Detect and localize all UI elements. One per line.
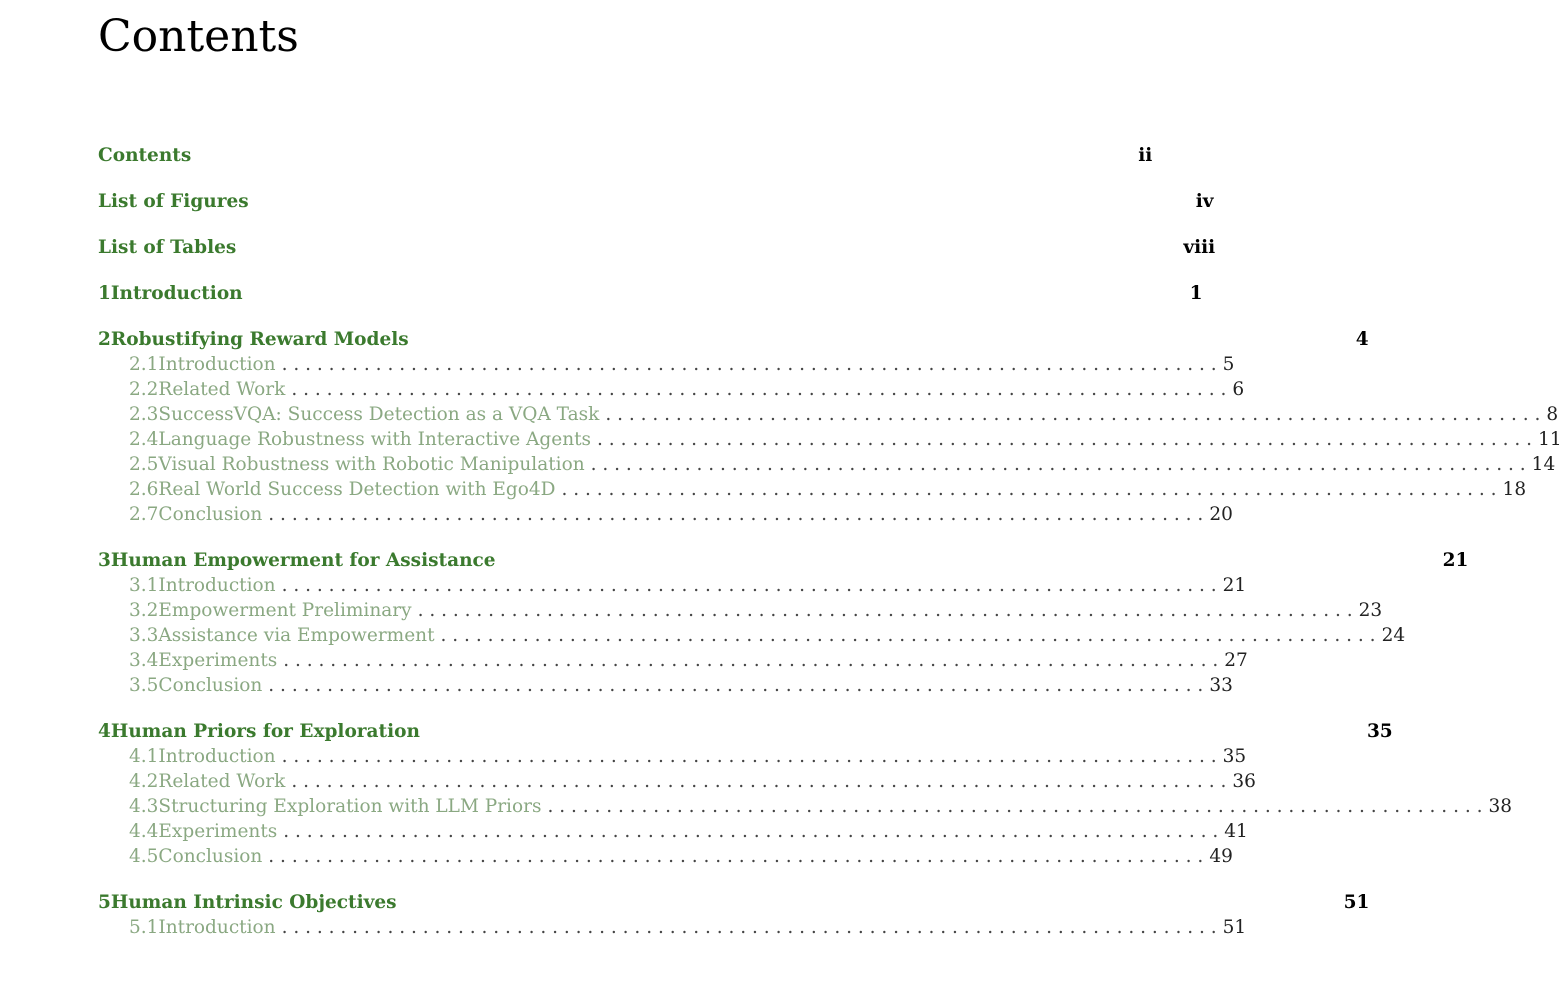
toc-page-number: 8 bbox=[1546, 404, 1559, 425]
toc-section-entry[interactable] bbox=[98, 354, 1235, 379]
toc-entry-number: 3.5 bbox=[129, 675, 159, 696]
toc-section-entry[interactable] bbox=[98, 650, 1248, 675]
toc-leader-dots: . . . . . . . . . . . . . . . . . . . . . . . . . . . . . . . . . . . . . . . . . . . . . . . . . . . . . . . . . . . . . . . . . . . . . . . . . . . . . . . . bbox=[291, 379, 1227, 400]
toc-entry-link[interactable]: Introduction bbox=[158, 746, 276, 767]
toc-entry-link[interactable]: List of Tables bbox=[98, 237, 237, 258]
toc-leader-dots: . . . . . . . . . . . . . . . . . . . . . . . . . . . . . . . . . . . . . . . . . . . . . . . . . . . . . . . . . . . . . . . . . . . . . . . . . . . . . . . . bbox=[281, 917, 1217, 938]
toc-entry-link[interactable]: Contents bbox=[98, 145, 192, 166]
toc-entry-link[interactable]: Introduction bbox=[158, 917, 276, 938]
toc-page-number: 51 bbox=[1343, 892, 1370, 913]
toc-leader-dots: . . . . . . . . . . . . . . . . . . . . . . . . . . . . . . . . . . . . . . . . . . . . . . . . . . . . . . . . . . . . . . . . . . . . . . . . . . . . . . . . bbox=[605, 404, 1541, 425]
toc-page-number: 38 bbox=[1488, 796, 1513, 817]
toc-entry-link[interactable]: Empowerment Preliminary bbox=[158, 600, 412, 621]
toc-entry-number: 2.5 bbox=[129, 454, 159, 475]
toc-entry-number: 2.4 bbox=[129, 429, 159, 450]
toc-leader-dots: . . . . . . . . . . . . . . . . . . . . . . . . . . . . . . . . . . . . . . . . . . . . . . . . . . . . . . . . . . . . . . . . . . . . . . . . . . . . . . . . bbox=[547, 796, 1483, 817]
toc-section-entry[interactable] bbox=[98, 575, 1247, 600]
toc-page-number: 18 bbox=[1502, 479, 1527, 500]
toc-entry-number: 4 bbox=[98, 721, 111, 742]
toc-page-number: 33 bbox=[1209, 675, 1233, 696]
toc-section-entry[interactable] bbox=[98, 821, 1248, 846]
toc-entry-link[interactable]: SuccessVQA: Success Detection as a VQA Task bbox=[158, 404, 600, 425]
toc-chapter-entry[interactable] bbox=[98, 283, 1203, 308]
toc-section-entry[interactable] bbox=[98, 379, 1245, 404]
toc-leader-dots: . . . . . . . . . . . . . . . . . . . . . . . . . . . . . . . . . . . . . . . . . . . . . . . . . . . . . . . . . . . . . . . . . . . . . . . . . . . . . . . . bbox=[597, 429, 1533, 450]
toc-page-number: 23 bbox=[1358, 600, 1383, 621]
page-title: Contents bbox=[98, 11, 299, 62]
toc-page-number: 5 bbox=[1222, 354, 1235, 375]
toc-leader-dots: . . . . . . . . . . . . . . . . . . . . . . . . . . . . . . . . . . . . . . . . . . . . . . . . . . . . . . . . . . . . . . . . . . . . . . . . . . . . . . . . bbox=[283, 650, 1219, 671]
toc-page-number: 21 bbox=[1222, 575, 1247, 596]
toc-spacer bbox=[98, 262, 918, 283]
toc-page-number: 14 bbox=[1531, 454, 1556, 475]
toc-entry-number: 2.6 bbox=[129, 479, 159, 500]
toc-chapter-entry[interactable] bbox=[98, 145, 1153, 170]
toc-leader-dots: . . . . . . . . . . . . . . . . . . . . . . . . . . . . . . . . . . . . . . . . . . . . . . . . . . . . . . . . . . . . . . . . . . . . . . . . . . . . . . . . bbox=[291, 771, 1227, 792]
toc-page-number: 35 bbox=[1222, 746, 1247, 767]
toc-entry-number: 2 bbox=[98, 329, 111, 350]
toc-spacer bbox=[98, 871, 918, 892]
toc-entry-number: 4.5 bbox=[129, 846, 159, 867]
toc-section-entry[interactable] bbox=[98, 746, 1247, 771]
toc-entry-number: 3.2 bbox=[129, 600, 159, 621]
toc-section-entry[interactable] bbox=[98, 625, 1406, 650]
toc-page-number: 41 bbox=[1224, 821, 1248, 842]
toc-chapter-entry[interactable] bbox=[98, 721, 1393, 746]
toc-spacer bbox=[98, 529, 918, 550]
toc-chapter-entry[interactable] bbox=[98, 329, 1369, 354]
toc-page-number: 20 bbox=[1209, 504, 1233, 525]
toc-page-number: 6 bbox=[1232, 379, 1245, 400]
toc-leader-dots: . . . . . . . . . . . . . . . . . . . . . . . . . . . . . . . . . . . . . . . . . . . . . . . . . . . . . . . . . . . . . . . . . . . . . . . . . . . . . . . . bbox=[590, 454, 1526, 475]
toc-leader-dots: . . . . . . . . . . . . . . . . . . . . . . . . . . . . . . . . . . . . . . . . . . . . . . . . . . . . . . . . . . . . . . . . . . . . . . . . . . . . . . . . bbox=[440, 625, 1376, 646]
toc-section-entry[interactable] bbox=[98, 675, 1233, 700]
toc-entry-number: 2.2 bbox=[129, 379, 159, 400]
toc-page-number: 24 bbox=[1381, 625, 1406, 646]
toc-section-entry[interactable] bbox=[98, 429, 1562, 454]
toc-entry-number: 5 bbox=[98, 892, 111, 913]
toc-page-number: 49 bbox=[1209, 846, 1233, 867]
toc-section-entry[interactable] bbox=[98, 917, 1247, 942]
toc-section-entry[interactable] bbox=[98, 796, 1513, 821]
toc-leader-dots: . . . . . . . . . . . . . . . . . . . . . . . . . . . . . . . . . . . . . . . . . . . . . . . . . . . . . . . . . . . . . . . . . . . . . . . . . . . . . . . . bbox=[417, 600, 1353, 621]
toc-entry-number: 5.1 bbox=[129, 917, 159, 938]
toc-entry-number: 2.1 bbox=[129, 354, 159, 375]
toc-spacer bbox=[98, 700, 918, 721]
toc-leader-dots: . . . . . . . . . . . . . . . . . . . . . . . . . . . . . . . . . . . . . . . . . . . . . . . . . . . . . . . . . . . . . . . . . . . . . . . . . . . . . . . . bbox=[268, 846, 1204, 867]
toc-entry-link[interactable]: Experiments bbox=[158, 650, 278, 671]
toc-page-number: 27 bbox=[1224, 650, 1248, 671]
toc-chapter-entry[interactable] bbox=[98, 191, 1214, 216]
toc-chapter-entry[interactable] bbox=[98, 237, 1216, 262]
toc-section-entry[interactable] bbox=[98, 479, 1527, 504]
toc-page-number: viii bbox=[1183, 237, 1216, 258]
toc-leader-dots: . . . . . . . . . . . . . . . . . . . . . . . . . . . . . . . . . . . . . . . . . . . . . . . . . . . . . . . . . . . . . . . . . . . . . . . . . . . . . . . . bbox=[268, 504, 1204, 525]
toc-entry-link[interactable]: Human Intrinsic Objectives bbox=[110, 892, 397, 913]
toc-leader-dots: . . . . . . . . . . . . . . . . . . . . . . . . . . . . . . . . . . . . . . . . . . . . . . . . . . . . . . . . . . . . . . . . . . . . . . . . . . . . . . . . bbox=[281, 575, 1217, 596]
toc-page-number: iv bbox=[1195, 191, 1214, 212]
toc-entry-number: 1 bbox=[98, 283, 111, 304]
toc-entry-number: 4.3 bbox=[129, 796, 159, 817]
toc-entry-link[interactable]: Language Robustness with Interactive Agents bbox=[158, 429, 592, 450]
toc-leader-dots: . . . . . . . . . . . . . . . . . . . . . . . . . . . . . . . . . . . . . . . . . . . . . . . . . . . . . . . . . . . . . . . . . . . . . . . . . . . . . . . . bbox=[283, 821, 1219, 842]
toc-entry-link[interactable]: Introduction bbox=[110, 283, 243, 304]
toc-entry-number: 3.3 bbox=[129, 625, 159, 646]
toc-leader-dots: . . . . . . . . . . . . . . . . . . . . . . . . . . . . . . . . . . . . . . . . . . . . . . . . . . . . . . . . . . . . . . . . . . . . . . . . . . . . . . . . bbox=[268, 675, 1204, 696]
toc-entry-link[interactable]: Conclusion bbox=[158, 504, 263, 525]
toc-section-entry[interactable] bbox=[98, 504, 1233, 529]
toc-entry-number: 4.1 bbox=[129, 746, 159, 767]
toc-page-number: ii bbox=[1138, 145, 1153, 166]
toc-entry-number: 2.3 bbox=[129, 404, 159, 425]
toc-entry-link[interactable]: Robustifying Reward Models bbox=[110, 329, 409, 350]
toc-entry-number: 3.1 bbox=[129, 575, 159, 596]
toc-page-number: 1 bbox=[1189, 283, 1203, 304]
toc-leader-dots: . . . . . . . . . . . . . . . . . . . . . . . . . . . . . . . . . . . . . . . . . . . . . . . . . . . . . . . . . . . . . . . . . . . . . . . . . . . . . . . . bbox=[281, 354, 1217, 375]
toc-entry-link[interactable]: Introduction bbox=[158, 354, 276, 375]
toc-entry-link[interactable]: Assistance via Empowerment bbox=[158, 625, 435, 646]
toc-entry-number: 4.2 bbox=[129, 771, 159, 792]
toc-entry-link[interactable]: Conclusion bbox=[158, 675, 263, 696]
toc-leader-dots: . . . . . . . . . . . . . . . . . . . . . . . . . . . . . . . . . . . . . . . . . . . . . . . . . . . . . . . . . . . . . . . . . . . . . . . . . . . . . . . . bbox=[281, 746, 1217, 767]
toc-chapter-entry[interactable] bbox=[98, 892, 1370, 917]
toc-entry-number: 4.4 bbox=[129, 821, 159, 842]
toc-page-number: 21 bbox=[1442, 550, 1469, 571]
toc-entry-link[interactable]: Structuring Exploration with LLM Priors bbox=[158, 796, 542, 817]
toc-entry-link[interactable]: Experiments bbox=[158, 821, 278, 842]
toc-entry-link[interactable]: List of Figures bbox=[98, 191, 249, 212]
toc-entry-link[interactable]: Human Empowerment for Assistance bbox=[110, 550, 496, 571]
toc-entry-link[interactable]: Human Priors for Exploration bbox=[110, 721, 420, 742]
toc-page-number: 36 bbox=[1232, 771, 1256, 792]
toc-chapter-entry[interactable] bbox=[98, 550, 1469, 575]
toc-page-number: 4 bbox=[1355, 329, 1369, 350]
toc-entry-number: 2.7 bbox=[129, 504, 159, 525]
toc-section-entry[interactable] bbox=[98, 404, 1559, 429]
toc-spacer bbox=[98, 308, 918, 329]
toc-section-entry[interactable] bbox=[98, 454, 1556, 479]
table-of-contents bbox=[98, 145, 1562, 942]
toc-section-entry[interactable] bbox=[98, 771, 1256, 796]
toc-page-number: 51 bbox=[1222, 917, 1247, 938]
toc-entry-link[interactable]: Related Work bbox=[158, 379, 286, 400]
toc-spacer bbox=[98, 170, 918, 191]
toc-entry-link[interactable]: Real World Success Detection with Ego4D bbox=[158, 479, 556, 500]
toc-page-number: 35 bbox=[1366, 721, 1393, 742]
toc-section-entry[interactable] bbox=[98, 846, 1233, 871]
toc-entry-link[interactable]: Conclusion bbox=[158, 846, 263, 867]
toc-leader-dots: . . . . . . . . . . . . . . . . . . . . . . . . . . . . . . . . . . . . . . . . . . . . . . . . . . . . . . . . . . . . . . . . . . . . . . . . . . . . . . . . bbox=[561, 479, 1497, 500]
toc-entry-number: 3.4 bbox=[129, 650, 159, 671]
toc-entry-number: 3 bbox=[98, 550, 111, 571]
toc-entry-link[interactable]: Introduction bbox=[158, 575, 276, 596]
toc-spacer bbox=[98, 216, 918, 237]
toc-page-number: 11 bbox=[1538, 429, 1562, 450]
toc-entry-link[interactable]: Related Work bbox=[158, 771, 286, 792]
toc-entry-link[interactable]: Visual Robustness with Robotic Manipulation bbox=[158, 454, 585, 475]
toc-section-entry[interactable] bbox=[98, 600, 1383, 625]
